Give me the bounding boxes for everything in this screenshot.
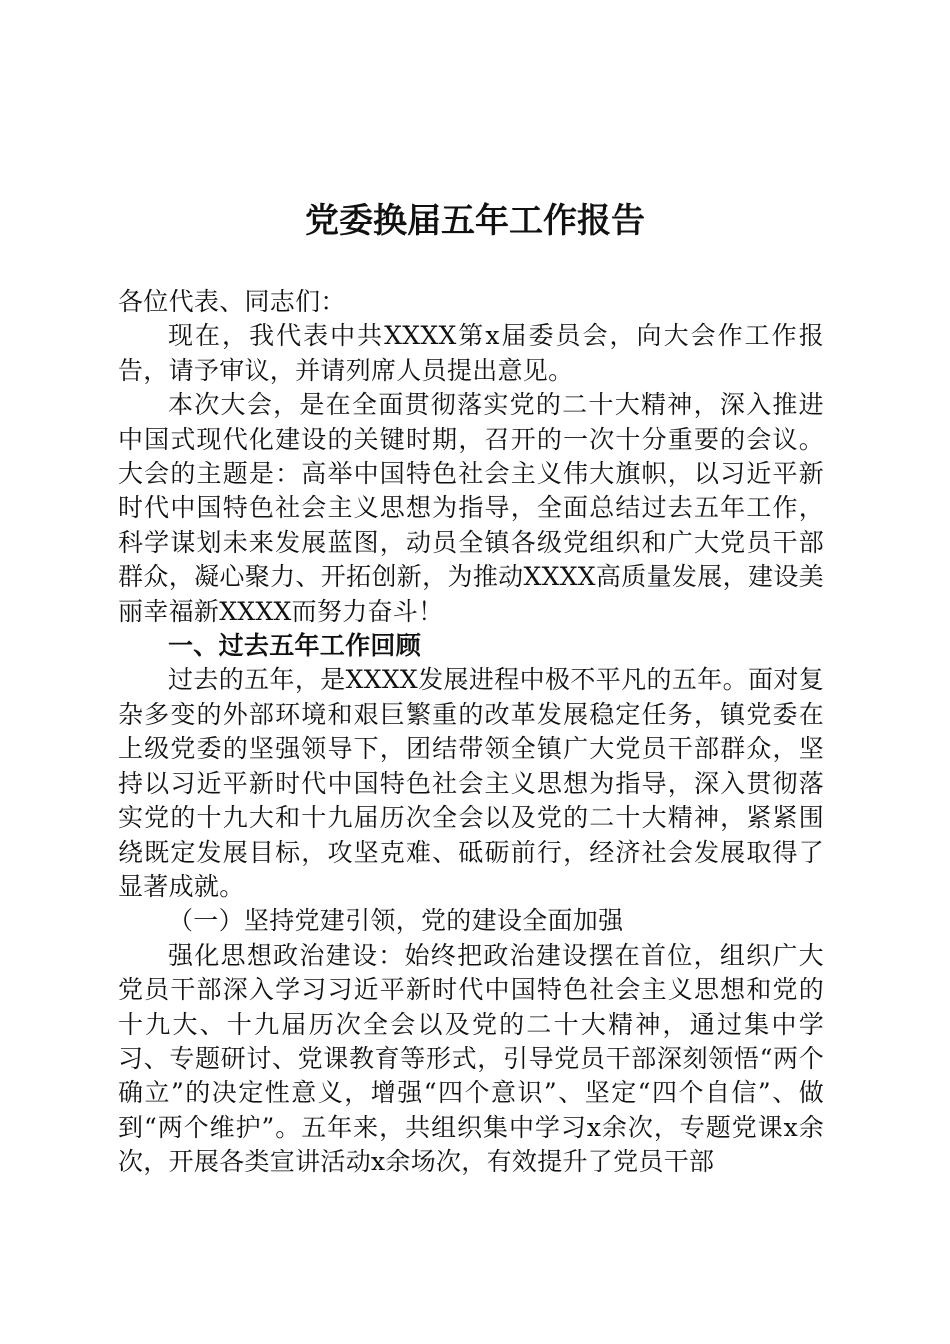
section-heading: 一、过去五年工作回顾	[168, 631, 422, 661]
salutation: 各位代表、同志们：	[118, 287, 346, 316]
subsection-heading: （一）坚持党建引领，党的建设全面加强	[168, 906, 624, 936]
document-body	[118, 285, 824, 1180]
paragraph-political-building: 强化思想政治建设：始终把政治建设摆在首位，组织广大党员干部深入学习习近平新时代中国特色社会主义思想和党的十九大、十九届历次全会以及党的二十大精神，通过集中学习、专题研讨、党课教育等形式，引导党员干部深刻领悟“两个确立”的决定性意义，增强“四个意识”、坚定“四个自信”、做到“两个维护”。五年来，共组织集中学习x余次，专题党课x余次，开展各类宣讲活动x余场次，有效提升了党员干部	[118, 940, 824, 1177]
document-title: 党委换届五年工作报告	[305, 201, 645, 241]
paragraph-intro: 现在，我代表中共XXXX第x届委员会，向大会作工作报告，请予审议，并请列席人员提出意见。	[118, 321, 824, 385]
paragraph-review: 过去的五年，是XXXX发展进程中极不平凡的五年。面对复杂多变的外部环境和艰巨繁重的改革发展稳定任务，镇党委在上级党委的坚强领导下，团结带领全镇广大党员干部群众，坚持以习近平新时代中国特色社会主义思想为指导，深入贯彻落实党的十九大和十九届历次全会以及党的二十大精神，紧紧围绕既定发展目标，攻坚克难、砥砺前行，经济社会发展取得了显著成就。	[118, 665, 824, 901]
paragraph-meeting-theme: 本次大会，是在全面贯彻落实党的二十大精神，深入推进中国式现代化建设的关键时期，召开的一次十分重要的会议。大会的主题是：高举中国特色社会主义伟大旗帜，以习近平新时代中国特色社会主义思想为指导，全面总结过去五年工作，科学谋划未来发展蓝图，动员全镇各级党组织和广大党员干部群众，凝心聚力、开拓创新，为推动XXXX高质量发展，建设美丽幸福新XXXX而努力奋斗！	[118, 390, 824, 626]
